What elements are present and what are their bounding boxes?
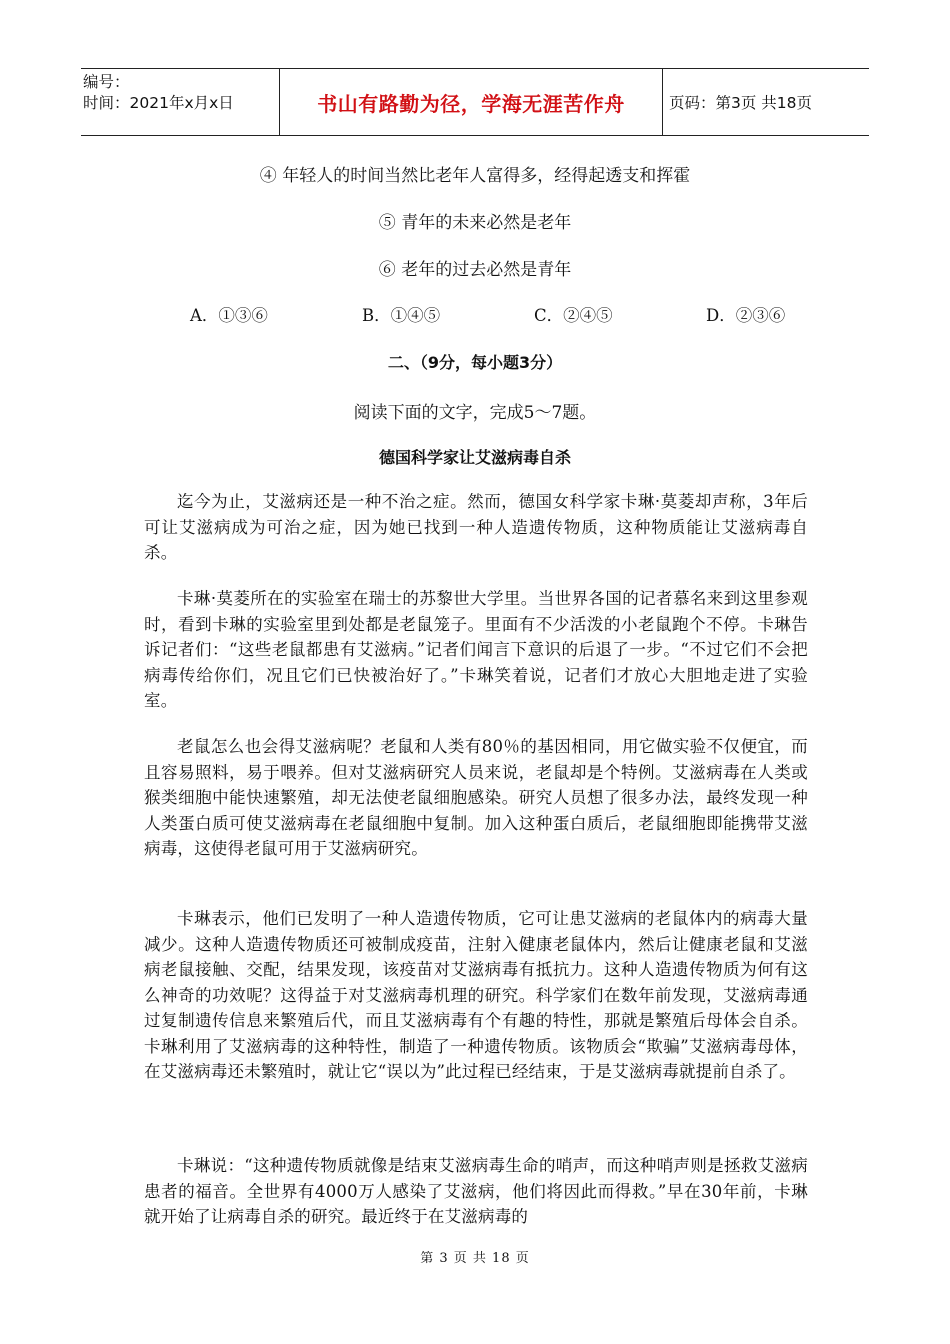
header-number-label: 编号： [83,73,130,91]
section-heading: 二、（9分，每小题3分） [387,353,563,372]
header-page-info: 页码：第3页 共18页 [669,94,813,112]
section-instruction: 阅读下面的文字，完成5～7题。 [353,403,597,423]
paragraph-3: 老鼠怎么也会得艾滋病呢？老鼠和人类有80％的基因相同，用它做实验不仅便宜，而且容易照料，易于喂养。但对艾滋病研究人员来说，老鼠却是个特例。艾滋病毒在人类或猴类细胞中能快速繁殖，却无法使老鼠细胞感染。研究人员想了很多办法，最终发现一种人类蛋白质可使艾滋病毒在老鼠细胞中复制。加入这种蛋白质后，老鼠细胞即能携带艾滋病毒，这使得老鼠可用于艾滋病研究。 [144,737,808,858]
paragraph-2: 卡琳·莫菱所在的实验室在瑞士的苏黎世大学里。当世界各国的记者慕名来到这里参观时，看到卡琳的实验室里到处都是老鼠笼子。里面有不少活泼的小老鼠跑个不停。卡琳告诉记者们：“这些老鼠都患有艾滋病。”记者们闻言下意识的后退了一步。“不过它们不会把病毒传给你们，况且它们已快被治好了。”卡琳笑着说，记者们才放心大胆地走进了实验室。 [144,589,808,710]
page-footer: 第 3 页 共 18 页 [420,1251,530,1266]
header-meta [81,69,279,135]
article-title: 德国科学家让艾滋病毒自杀 [378,448,571,467]
header-motto: 书山有路勤为径，学海无涯苦作舟 [279,69,663,135]
header-time: 时间：2021年x月x日 [83,94,234,112]
answer-options [0,302,950,326]
paragraph-1: 迄今为止，艾滋病还是一种不治之症。然而，德国女科学家卡琳·莫菱却声称，3年后可让艾滋病成为可治之症，因为她已找到一种人造遗传物质，这种物质能让艾滋病毒自杀。 [144,492,808,562]
statement-5: ⑤ 青年的未来必然是老年 [378,213,572,233]
option-d: D．②③⑥ [706,306,786,325]
option-a: A．①③⑥ [190,306,268,325]
paragraph-5: 卡琳说：“这种遗传物质就像是结束艾滋病毒生命的哨声，而这种哨声则是拯救艾滋病患者的福音。全世界有4000万人感染了艾滋病，他们将因此而得救。”早在30年前，卡琳就开始了让病毒自杀的研究。最近终于在艾滋病毒的 [144,1156,808,1226]
statement-6: ⑥ 老年的过去必然是青年 [378,260,572,280]
paragraph-4: 卡琳表示，他们已发明了一种人造遗传物质，它可让患艾滋病的老鼠体内的病毒大量减少。这种人造遗传物质还可被制成疫苗，注射入健康老鼠体内，然后让健康老鼠和艾滋病老鼠接触、交配，结果发现，该疫苗对艾滋病毒有抵抗力。这种人造遗传物质为何有这么神奇的功效呢？这得益于对艾滋病毒机理的研究。科学家们在数年前发现，艾滋病毒通过复制遗传信息来繁殖后代，而且艾滋病毒有个有趣的特性，那就是繁殖后母体会自杀。卡琳利用了艾滋病毒的这种特性，制造了一种遗传物质。该物质会“欺骗”艾滋病毒母体，在艾滋病毒还未繁殖时，就让它“误以为”此过程已经结束，于是艾滋病毒就提前自杀了。 [144,909,808,1081]
option-c: C．②④⑤ [534,306,613,325]
option-b: B．①④⑤ [362,306,441,325]
page-header [81,68,869,136]
statement-4: ④ 年轻人的时间当然比老年人富得多，经得起透支和挥霍 [259,166,691,186]
